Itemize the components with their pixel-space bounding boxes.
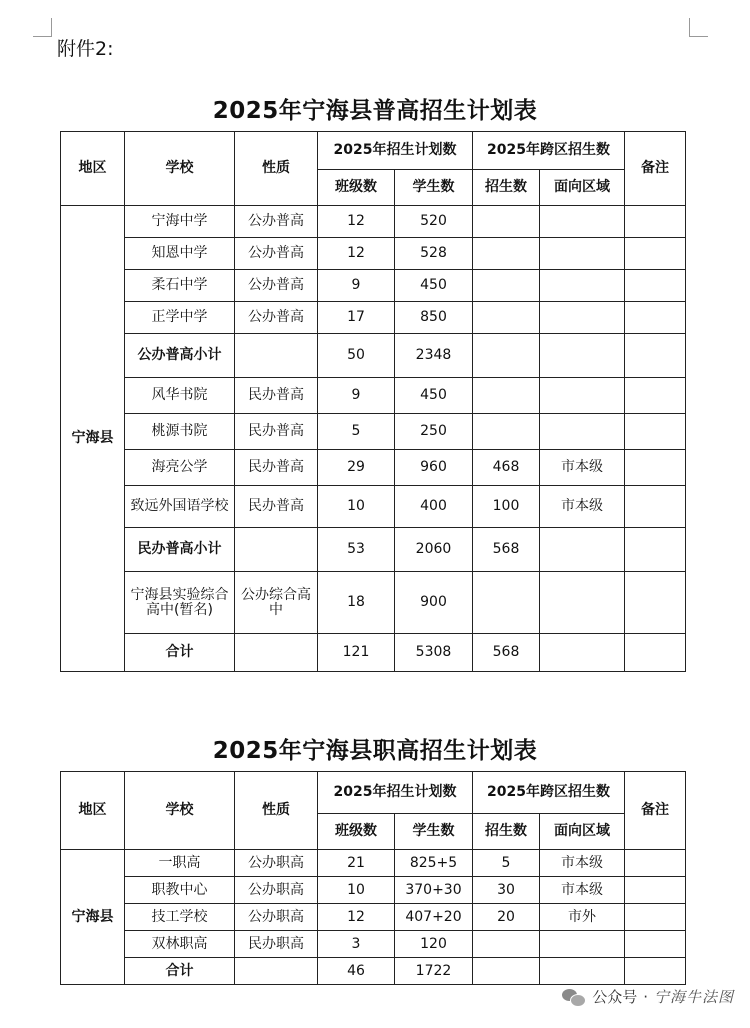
region-cell: 宁海县 — [61, 850, 125, 985]
table-row — [61, 572, 686, 634]
cross-cell — [473, 302, 540, 334]
area-cell: 市本级 — [540, 486, 625, 528]
footer-separator: · — [643, 987, 648, 1006]
classes-cell: 21 — [318, 850, 395, 877]
area-cell — [540, 572, 625, 634]
header-plan: 2025年招生计划数 — [318, 772, 473, 814]
table-row — [61, 486, 686, 528]
general-high-school-table — [60, 131, 686, 672]
header-row — [61, 132, 686, 170]
cross-cell — [473, 206, 540, 238]
classes-cell: 17 — [318, 302, 395, 334]
header-cross: 2025年跨区招生数 — [473, 132, 625, 170]
header-students: 学生数 — [395, 814, 473, 850]
classes-cell: 53 — [318, 528, 395, 572]
nature-cell: 民办职高 — [235, 931, 318, 958]
school-cell: 知恩中学 — [125, 238, 235, 270]
classes-cell: 12 — [318, 904, 395, 931]
school-cell: 风华书院 — [125, 378, 235, 414]
cross-cell: 20 — [473, 904, 540, 931]
region-cell: 宁海县 — [61, 206, 125, 672]
cross-cell — [473, 958, 540, 985]
note-cell — [625, 450, 686, 486]
cross-cell: 568 — [473, 528, 540, 572]
header-region: 地区 — [61, 772, 125, 850]
subtotal-row — [61, 528, 686, 572]
classes-cell: 29 — [318, 450, 395, 486]
area-cell — [540, 634, 625, 672]
note-cell — [625, 238, 686, 270]
students-cell: 370+30 — [395, 877, 473, 904]
cross-cell — [473, 270, 540, 302]
area-cell — [540, 958, 625, 985]
cross-cell — [473, 931, 540, 958]
table-row — [61, 931, 686, 958]
cross-cell: 30 — [473, 877, 540, 904]
school-cell: 公办普高小计 — [125, 334, 235, 378]
header-nature: 性质 — [235, 132, 318, 206]
header-classes: 班级数 — [318, 170, 395, 206]
classes-cell: 121 — [318, 634, 395, 672]
school-cell: 宁海县实验综合高中(暂名) — [125, 572, 235, 634]
note-cell — [625, 528, 686, 572]
students-cell: 850 — [395, 302, 473, 334]
classes-cell: 12 — [318, 206, 395, 238]
header-area: 面向区域 — [540, 814, 625, 850]
students-cell: 960 — [395, 450, 473, 486]
nature-cell: 公办普高 — [235, 238, 318, 270]
table-row — [61, 414, 686, 450]
footer-account: 宁海牛法图 — [653, 988, 734, 1006]
header-nature: 性质 — [235, 772, 318, 850]
note-cell — [625, 486, 686, 528]
header-students: 学生数 — [395, 170, 473, 206]
school-cell: 柔石中学 — [125, 270, 235, 302]
school-cell: 海亮公学 — [125, 450, 235, 486]
students-cell: 400 — [395, 486, 473, 528]
table1-title: 2025年宁海县普高招生计划表 — [212, 98, 538, 124]
header-school: 学校 — [125, 132, 235, 206]
school-cell: 宁海中学 — [125, 206, 235, 238]
cross-cell: 5 — [473, 850, 540, 877]
note-cell — [625, 334, 686, 378]
table-row — [61, 302, 686, 334]
cross-cell — [473, 572, 540, 634]
area-cell — [540, 238, 625, 270]
area-cell — [540, 206, 625, 238]
total-row — [61, 634, 686, 672]
table-row — [61, 378, 686, 414]
note-cell — [625, 634, 686, 672]
nature-cell: 民办普高 — [235, 486, 318, 528]
nature-cell: 公办普高 — [235, 206, 318, 238]
table2-title: 2025年宁海县职高招生计划表 — [212, 738, 538, 764]
attachment-label: 附件2: — [57, 38, 114, 60]
nature-cell: 公办职高 — [235, 904, 318, 931]
table-row — [61, 904, 686, 931]
note-cell — [625, 877, 686, 904]
classes-cell: 10 — [318, 877, 395, 904]
note-cell — [625, 206, 686, 238]
cross-cell: 568 — [473, 634, 540, 672]
students-cell: 825+5 — [395, 850, 473, 877]
footer-label: 公众号 — [592, 988, 638, 1006]
note-cell — [625, 904, 686, 931]
school-cell: 正学中学 — [125, 302, 235, 334]
school-cell: 双林职高 — [125, 931, 235, 958]
table-row — [61, 450, 686, 486]
nature-cell — [235, 334, 318, 378]
students-cell: 520 — [395, 206, 473, 238]
school-cell: 合计 — [125, 958, 235, 985]
header-school: 学校 — [125, 772, 235, 850]
nature-cell: 民办普高 — [235, 450, 318, 486]
nature-cell: 公办综合高中 — [235, 572, 318, 634]
school-cell: 桃源书院 — [125, 414, 235, 450]
area-cell — [540, 528, 625, 572]
note-cell — [625, 958, 686, 985]
wechat-icon — [562, 987, 586, 1007]
classes-cell: 9 — [318, 270, 395, 302]
header-area: 面向区域 — [540, 170, 625, 206]
classes-cell: 9 — [318, 378, 395, 414]
header-cross-students: 招生数 — [473, 814, 540, 850]
nature-cell — [235, 634, 318, 672]
students-cell: 900 — [395, 572, 473, 634]
note-cell — [625, 572, 686, 634]
students-cell: 250 — [395, 414, 473, 450]
area-cell: 市外 — [540, 904, 625, 931]
table-row — [61, 850, 686, 877]
school-cell: 民办普高小计 — [125, 528, 235, 572]
nature-cell — [235, 528, 318, 572]
header-cross: 2025年跨区招生数 — [473, 772, 625, 814]
table-row — [61, 270, 686, 302]
header-note: 备注 — [625, 772, 686, 850]
students-cell: 450 — [395, 378, 473, 414]
classes-cell: 5 — [318, 414, 395, 450]
page-corner-mark — [33, 18, 52, 37]
area-cell: 市本级 — [540, 850, 625, 877]
nature-cell — [235, 958, 318, 985]
classes-cell: 50 — [318, 334, 395, 378]
table-row — [61, 206, 686, 238]
nature-cell: 公办职高 — [235, 850, 318, 877]
students-cell: 450 — [395, 270, 473, 302]
area-cell — [540, 414, 625, 450]
classes-cell: 12 — [318, 238, 395, 270]
students-cell: 1722 — [395, 958, 473, 985]
cross-cell: 468 — [473, 450, 540, 486]
note-cell — [625, 850, 686, 877]
school-cell: 技工学校 — [125, 904, 235, 931]
cross-cell — [473, 378, 540, 414]
note-cell — [625, 270, 686, 302]
school-cell: 致远外国语学校 — [125, 486, 235, 528]
header-row — [61, 772, 686, 814]
subtotal-row — [61, 334, 686, 378]
note-cell — [625, 378, 686, 414]
table-row — [61, 238, 686, 270]
area-cell — [540, 302, 625, 334]
students-cell: 2060 — [395, 528, 473, 572]
page-corner-mark — [689, 18, 708, 37]
cross-cell — [473, 334, 540, 378]
area-cell — [540, 334, 625, 378]
header-region: 地区 — [61, 132, 125, 206]
area-cell: 市本级 — [540, 877, 625, 904]
area-cell — [540, 378, 625, 414]
area-cell — [540, 931, 625, 958]
cross-cell — [473, 414, 540, 450]
school-cell: 合计 — [125, 634, 235, 672]
students-cell: 120 — [395, 931, 473, 958]
cross-cell: 100 — [473, 486, 540, 528]
students-cell: 407+20 — [395, 904, 473, 931]
nature-cell: 公办普高 — [235, 270, 318, 302]
header-plan: 2025年招生计划数 — [318, 132, 473, 170]
classes-cell: 3 — [318, 931, 395, 958]
school-cell: 职教中心 — [125, 877, 235, 904]
nature-cell: 民办普高 — [235, 414, 318, 450]
cross-cell — [473, 238, 540, 270]
area-cell — [540, 270, 625, 302]
wechat-footer — [562, 986, 734, 1007]
table-row — [61, 877, 686, 904]
classes-cell: 18 — [318, 572, 395, 634]
nature-cell: 公办职高 — [235, 877, 318, 904]
header-note: 备注 — [625, 132, 686, 206]
classes-cell: 46 — [318, 958, 395, 985]
nature-cell: 民办普高 — [235, 378, 318, 414]
students-cell: 5308 — [395, 634, 473, 672]
vocational-school-table — [60, 771, 686, 985]
header-cross-students: 招生数 — [473, 170, 540, 206]
students-cell: 528 — [395, 238, 473, 270]
total-row — [61, 958, 686, 985]
header-classes: 班级数 — [318, 814, 395, 850]
classes-cell: 10 — [318, 486, 395, 528]
note-cell — [625, 414, 686, 450]
students-cell: 2348 — [395, 334, 473, 378]
note-cell — [625, 302, 686, 334]
note-cell — [625, 931, 686, 958]
area-cell: 市本级 — [540, 450, 625, 486]
nature-cell: 公办普高 — [235, 302, 318, 334]
school-cell: 一职高 — [125, 850, 235, 877]
